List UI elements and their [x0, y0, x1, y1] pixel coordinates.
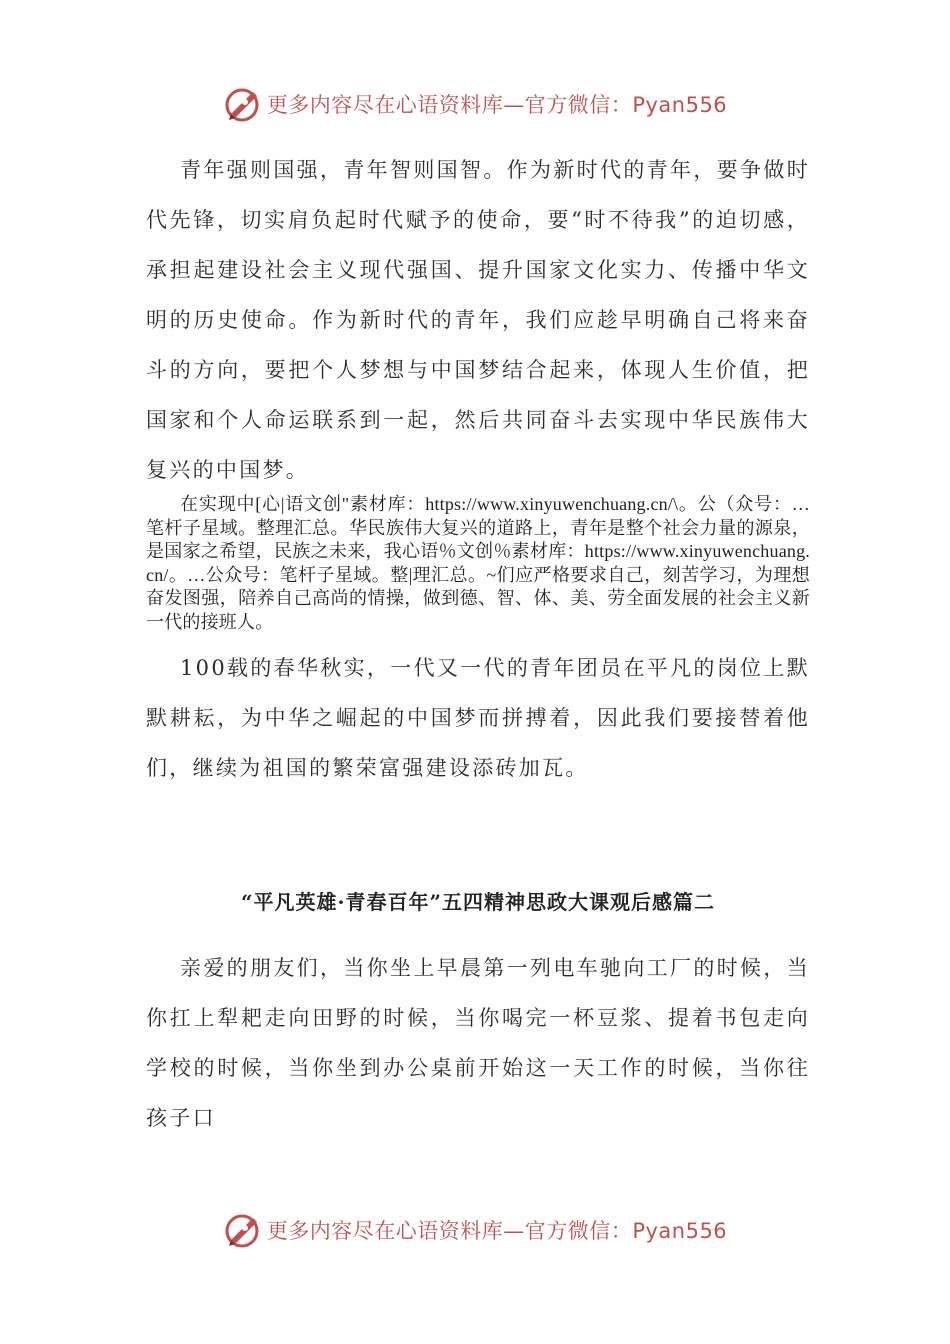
header-banner	[0, 82, 950, 126]
pen-logo-icon	[223, 1210, 263, 1250]
paragraph-3: 100载的春华秋实，一代又一代的青年团员在平凡的岗位上默默耕耘，为中华之崛起的中国梦而拼搏着，因此我们要接替着他们，继续为祖国的繁荣富强建设添砖加瓦。	[146, 656, 810, 780]
footer-banner	[0, 1208, 950, 1252]
banner-text: 更多内容尽在心语资料库—官方微信：Pyan556	[266, 1219, 728, 1243]
paragraph-1: 青年强则国强，青年智则国智。作为新时代的青年，要争做时代先锋，切实肩负起时代赋予的使命，要“时不待我”的迫切感，承担起建设社会主义现代强国、提升国家文化实力、传播中华文明的历史使命。作为新时代的青年，我们应趁早明确自己将来奋斗的方向，要把个人梦想与中国梦结合起来，体现人生价值，把国家和个人命运联系到一起，然后共同奋斗去实现中华民族伟大复兴的中国梦。	[146, 158, 810, 482]
paragraph-4: 亲爱的朋友们，当你坐上早晨第一列电车驰向工厂的时候，当你扛上犁耙走向田野的时候，当你喝完一杯豆浆、提着书包走向学校的时候，当你坐到办公桌前开始这一天工作的时候，当你往孩子口	[146, 956, 810, 1130]
banner-text: 更多内容尽在心语资料库—官方微信：Pyan556	[266, 93, 728, 117]
section-heading: “平凡英雄·青春百年”五四精神思政大课观后感篇二	[241, 890, 715, 914]
paragraph-2: 在实现中[心|语文创"素材库：https://www.xinyuwenchuang.cn/\。公（众号：…笔杆子星域。整理汇总。华民族伟大复兴的道路上，青年是整个社会力量的源泉，是国家之希望，民族之未来，我心语％文创％素材库：https://www.xinyuwenchuang.cn/。…公众号：笔杆子星域。整|理汇总。~们应严格要求自己，刻苦学习，为理想奋发图强，陪养自己高尚的情操，做到德、智、体、美、劳全面发展的社会主义新一代的接班人。	[146, 494, 810, 632]
pen-logo-icon	[223, 84, 263, 124]
